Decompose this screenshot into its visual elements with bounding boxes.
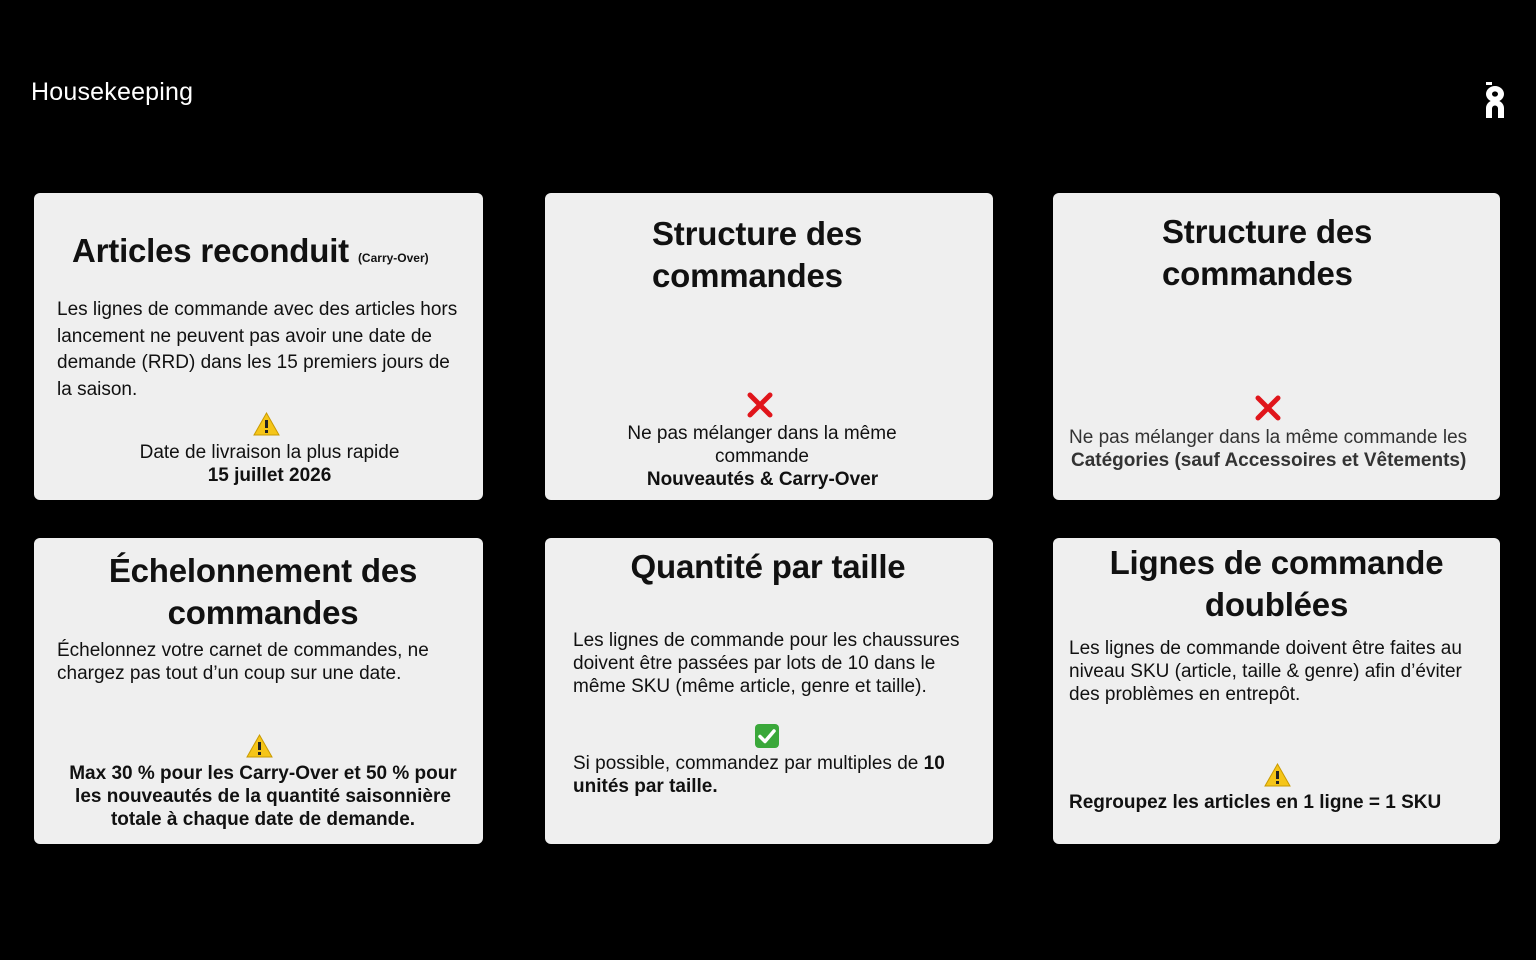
card-title: Échelonnement des commandes [108, 552, 418, 631]
warning-icon [253, 412, 280, 436]
card-note: Ne pas mélanger dans la même commande les [1069, 427, 1468, 448]
card-order-structure-2 [1053, 193, 1500, 500]
card-quantity-per-size [545, 538, 993, 844]
card-note [573, 752, 945, 775]
warning-icon [1264, 763, 1291, 787]
card-note-text: Si possible, commandez par multiples de [573, 753, 919, 774]
card-note: Date de livraison la plus rapide [139, 442, 400, 463]
card-title [72, 230, 429, 279]
card-title: Structure des commandes [1162, 213, 1373, 292]
card-note-bold: Catégories (sauf Accessoires et Vêtements) [1071, 450, 1467, 471]
card-note-inline-bold: 10 [923, 753, 945, 774]
card-title-suffix: (Carry-Over) [357, 251, 429, 265]
card-title: Structure des commandes [652, 215, 863, 294]
on-logo-icon [1482, 80, 1508, 120]
card-note-bold: 15 juillet 2026 [207, 465, 332, 486]
card-note-bold: Nouveautés & Carry-Over [646, 469, 879, 490]
card-note-bold: Regroupez les articles en 1 ligne = 1 SKU [1069, 792, 1442, 813]
card-body: Échelonnez votre carnet de commandes, ne chargez pas tout d’un coup sur une date. [57, 640, 429, 684]
card-note-bold: unités par taille. [573, 776, 718, 797]
card-carry-over [34, 193, 483, 500]
card-order-structure-1 [545, 193, 993, 500]
card-body: Les lignes de commande pour les chaussures doivent être passées par lots de 10 dans le même SKU (même article, genre et taille). [573, 630, 960, 697]
cross-icon [747, 392, 773, 418]
card-note-bold: Max 30 % pour les Carry-Over et 50 % pour les nouveautés de la quantité saisonnière totale à chaque date de demande. [69, 763, 457, 830]
card-body: Les lignes de commande doivent être faites au niveau SKU (article, taille & genre) afin d’éviter des problèmes en entrepôt. [1069, 638, 1462, 705]
card-title: Lignes de commande doublées [1109, 544, 1444, 623]
card-title: Quantité par taille [630, 548, 906, 585]
page-title: Housekeeping [31, 78, 194, 106]
card-body: Les lignes de commande avec des articles hors lancement ne peuvent pas avoir une date de demande (RRD) dans les 15 premiers jours de la saison. [57, 299, 458, 400]
warning-icon [246, 734, 273, 758]
check-icon [754, 723, 780, 749]
card-order-staggering [34, 538, 483, 844]
cross-icon [1255, 395, 1281, 421]
card-note: Ne pas mélanger dans la même commande [627, 423, 897, 467]
card-title-text: Articles reconduit [72, 232, 349, 269]
card-duplicate-order-lines [1053, 538, 1500, 844]
